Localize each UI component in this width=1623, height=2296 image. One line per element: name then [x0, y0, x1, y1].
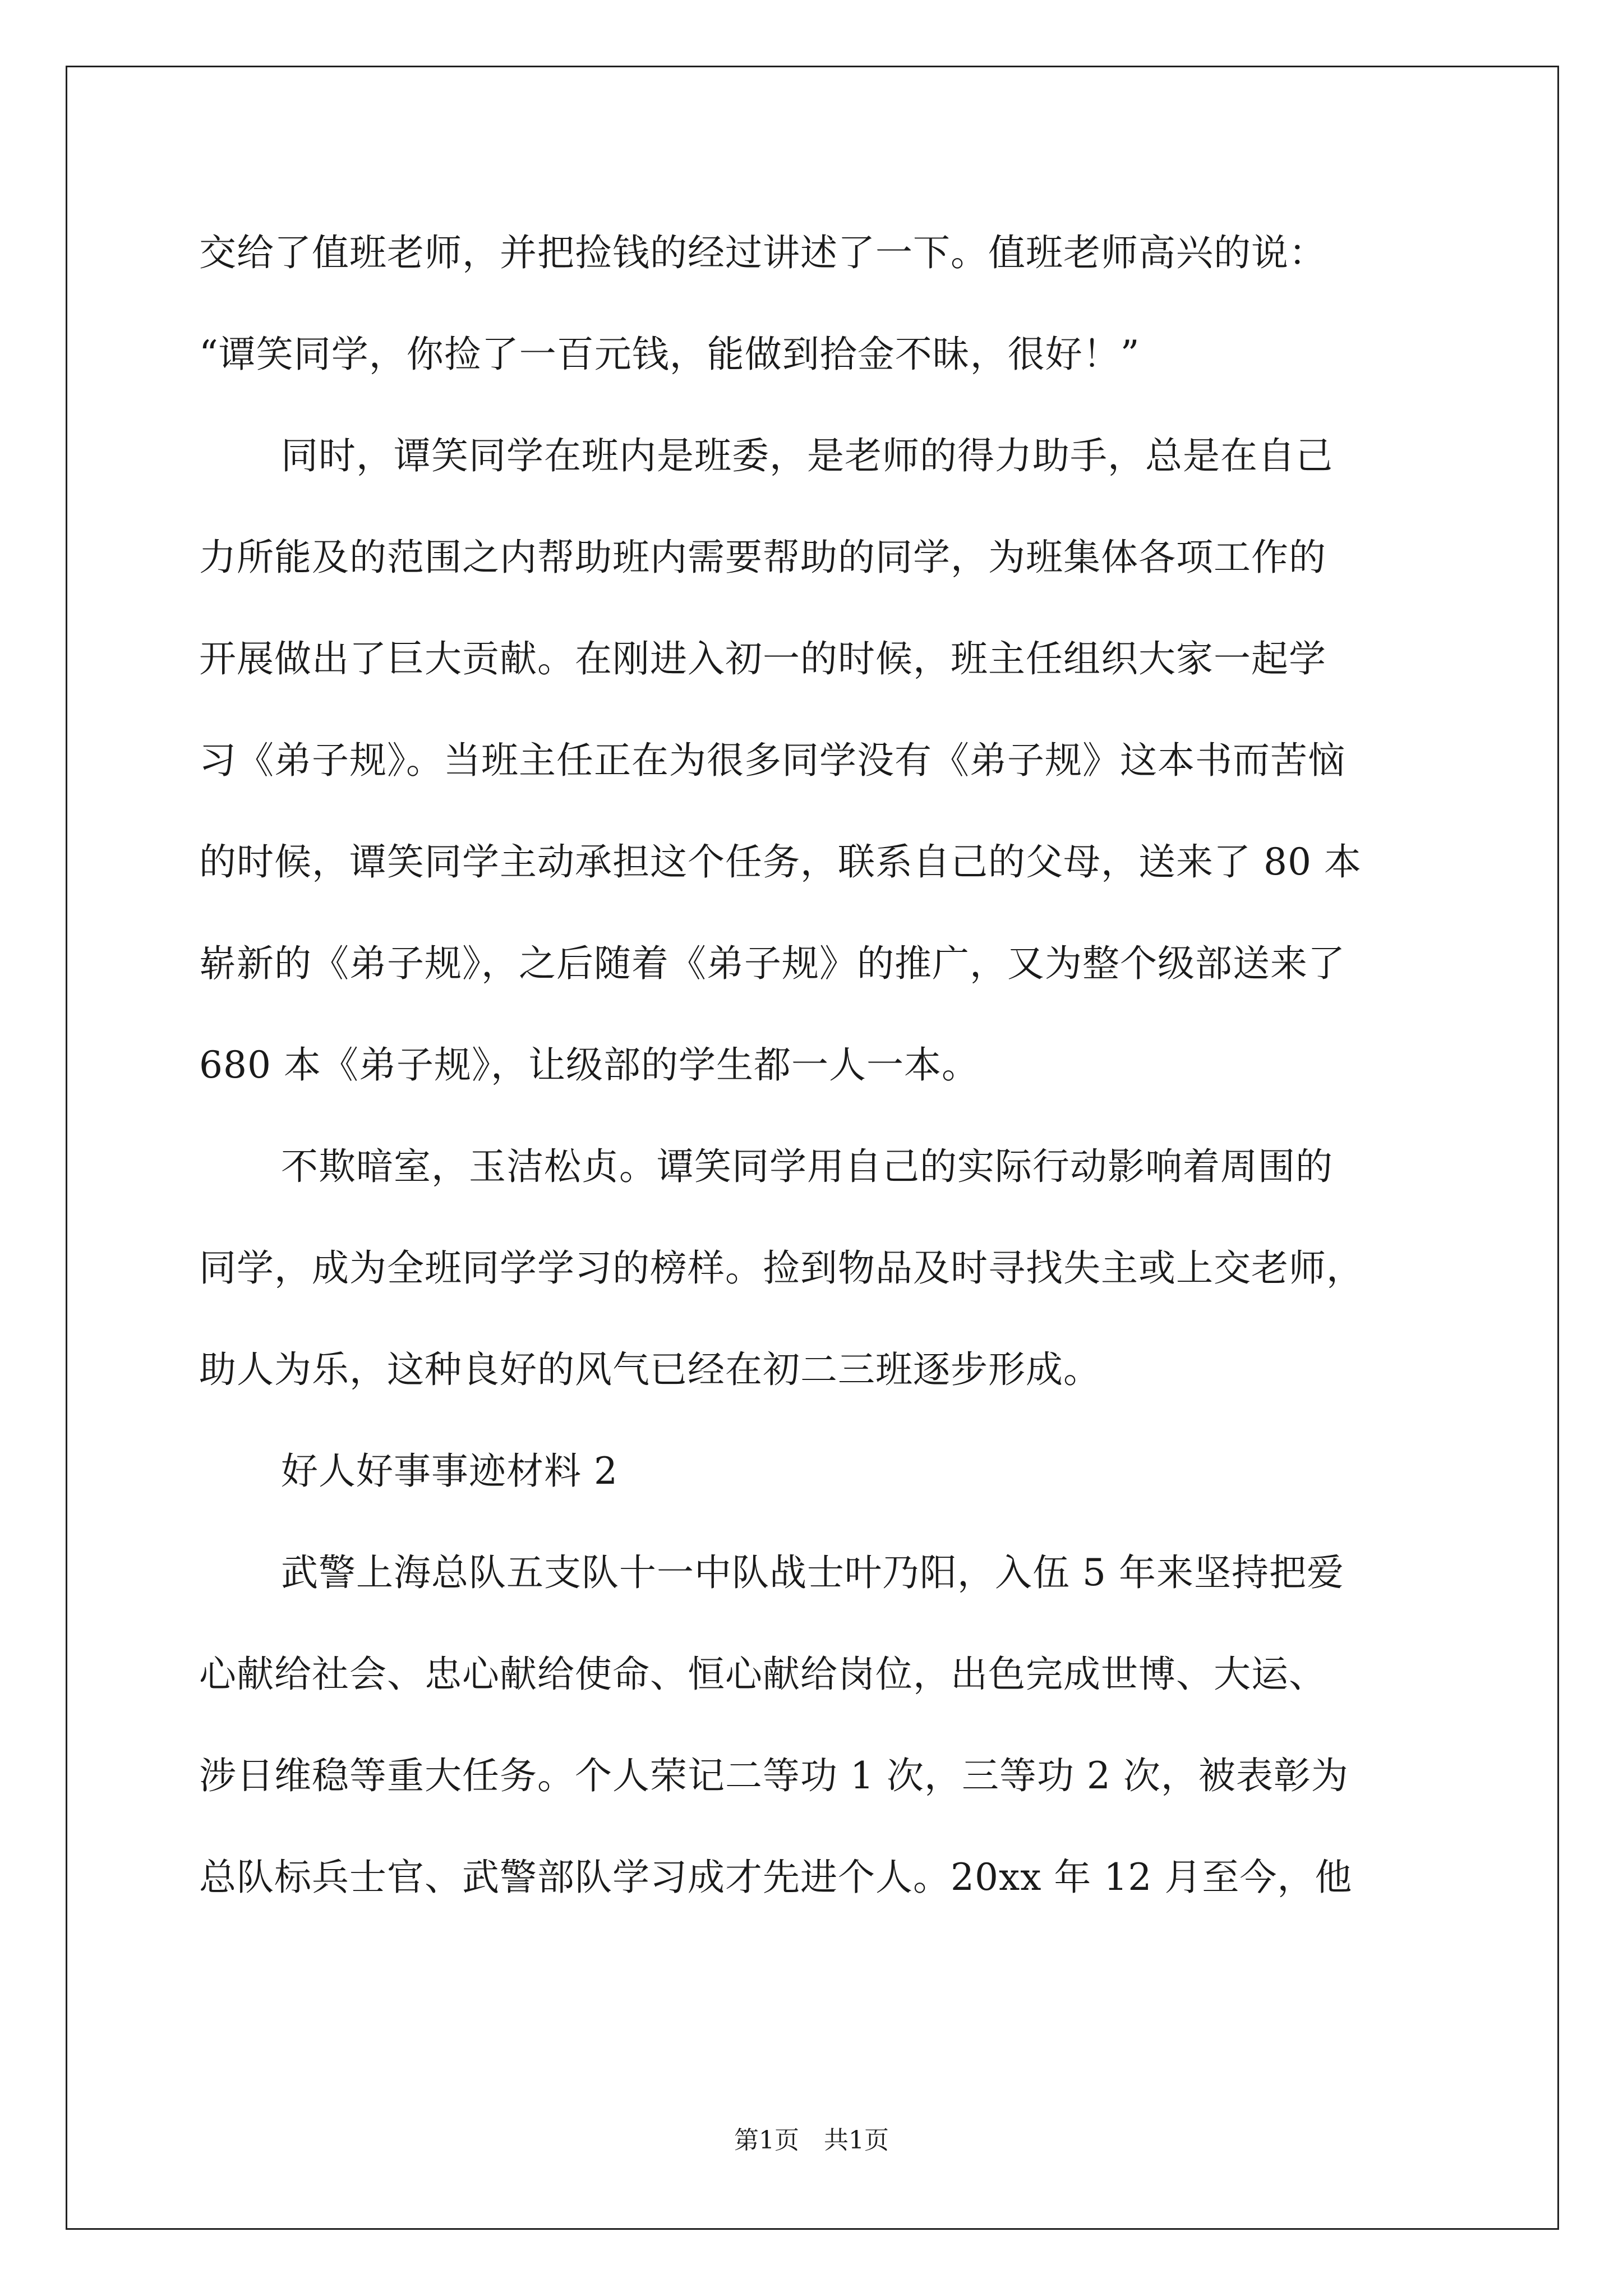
text-line: 力所能及的范围之内帮助班内需要帮助的同学，为班集体各项工作的	[199, 536, 1326, 579]
paragraph-start-line: 不欺暗室，玉洁松贞。谭笑同学用自己的实际行动影响着周围的	[281, 1145, 1333, 1188]
text-line: 助人为乐，这种良好的风气已经在初二三班逐步形成。	[199, 1348, 1101, 1391]
text-line: 同学，成为全班同学学习的榜样。捡到物品及时寻找失主或上交老师，	[199, 1246, 1364, 1290]
document-body	[199, 202, 1427, 1928]
paragraph-start-line: 武警上海总队五支队十一中队战士叶乃阳，入伍 5 年来坚持把爱	[281, 1551, 1344, 1594]
text-line: 总队标兵士官、武警部队学习成才先进个人。20xx 年 12 月至今，他	[199, 1856, 1353, 1899]
text-line: “谭笑同学，你捡了一百元钱，能做到拾金不昧，很好！”	[199, 333, 1140, 376]
text-line: 崭新的《弟子规》，之后随着《弟子规》的推广，又为整个级部送来了	[199, 942, 1345, 985]
text-line: 开展做出了巨大贡献。在刚进入初一的时候，班主任组织大家一起学	[199, 637, 1326, 680]
page-footer: 第1页 共1页	[734, 2126, 889, 2155]
text-line: 习《弟子规》。当班主任正在为很多同学没有《弟子规》这本书而苦恼	[199, 739, 1345, 782]
text-line: 680 本《弟子规》，让级部的学生都一人一本。	[199, 1043, 979, 1087]
text-line: 心献给社会、忠心献给使命、恒心献给岗位，出色完成世博、大运、	[199, 1653, 1326, 1696]
text-line: 交给了值班老师，并把捡钱的经过讲述了一下。值班老师高兴的说：	[199, 231, 1326, 274]
text-line: 涉日维稳等重大任务。个人荣记二等功 1 次，三等功 2 次，被表彰为	[199, 1754, 1349, 1797]
paragraph-start-line: 同时，谭笑同学在班内是班委，是老师的得力助手，总是在自己	[281, 434, 1333, 477]
text-line: 的时候，谭笑同学主动承担这个任务，联系自己的父母，送来了 80 本	[199, 840, 1362, 884]
section-heading: 好人好事事迹材料 2	[281, 1450, 618, 1493]
